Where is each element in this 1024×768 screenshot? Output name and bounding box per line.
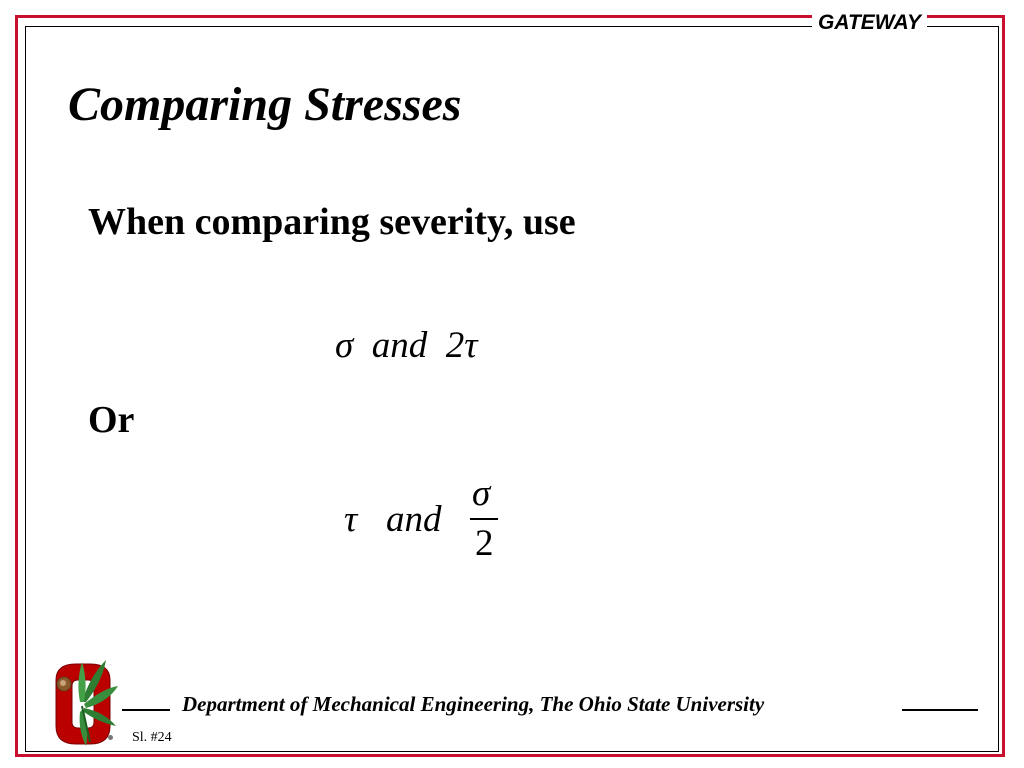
gateway-label: GATEWAY [812,10,927,36]
fraction-denominator: 2 [475,523,494,564]
bullet-dot [108,735,113,740]
two-tau-symbol: 2τ [445,325,478,366]
footer-rule-left [122,709,170,711]
and-word: and [386,499,442,540]
slide-title: Comparing Stresses [68,78,462,131]
and-word: and [371,325,428,366]
footer-department: Department of Mechanical Engineering, The Ohio State University [182,692,765,716]
slide-number: Sl. #24 [132,730,172,745]
body-text-comparing: When comparing severity, use [88,201,576,243]
body-text-or: Or [88,399,135,441]
fraction-bar [470,518,498,520]
fraction-numerator: σ [472,473,491,514]
footer-rule-right [902,709,978,711]
equation-sigma-and-2tau [335,324,478,368]
sigma-symbol: σ [335,325,354,366]
tau-symbol: τ [344,499,358,540]
